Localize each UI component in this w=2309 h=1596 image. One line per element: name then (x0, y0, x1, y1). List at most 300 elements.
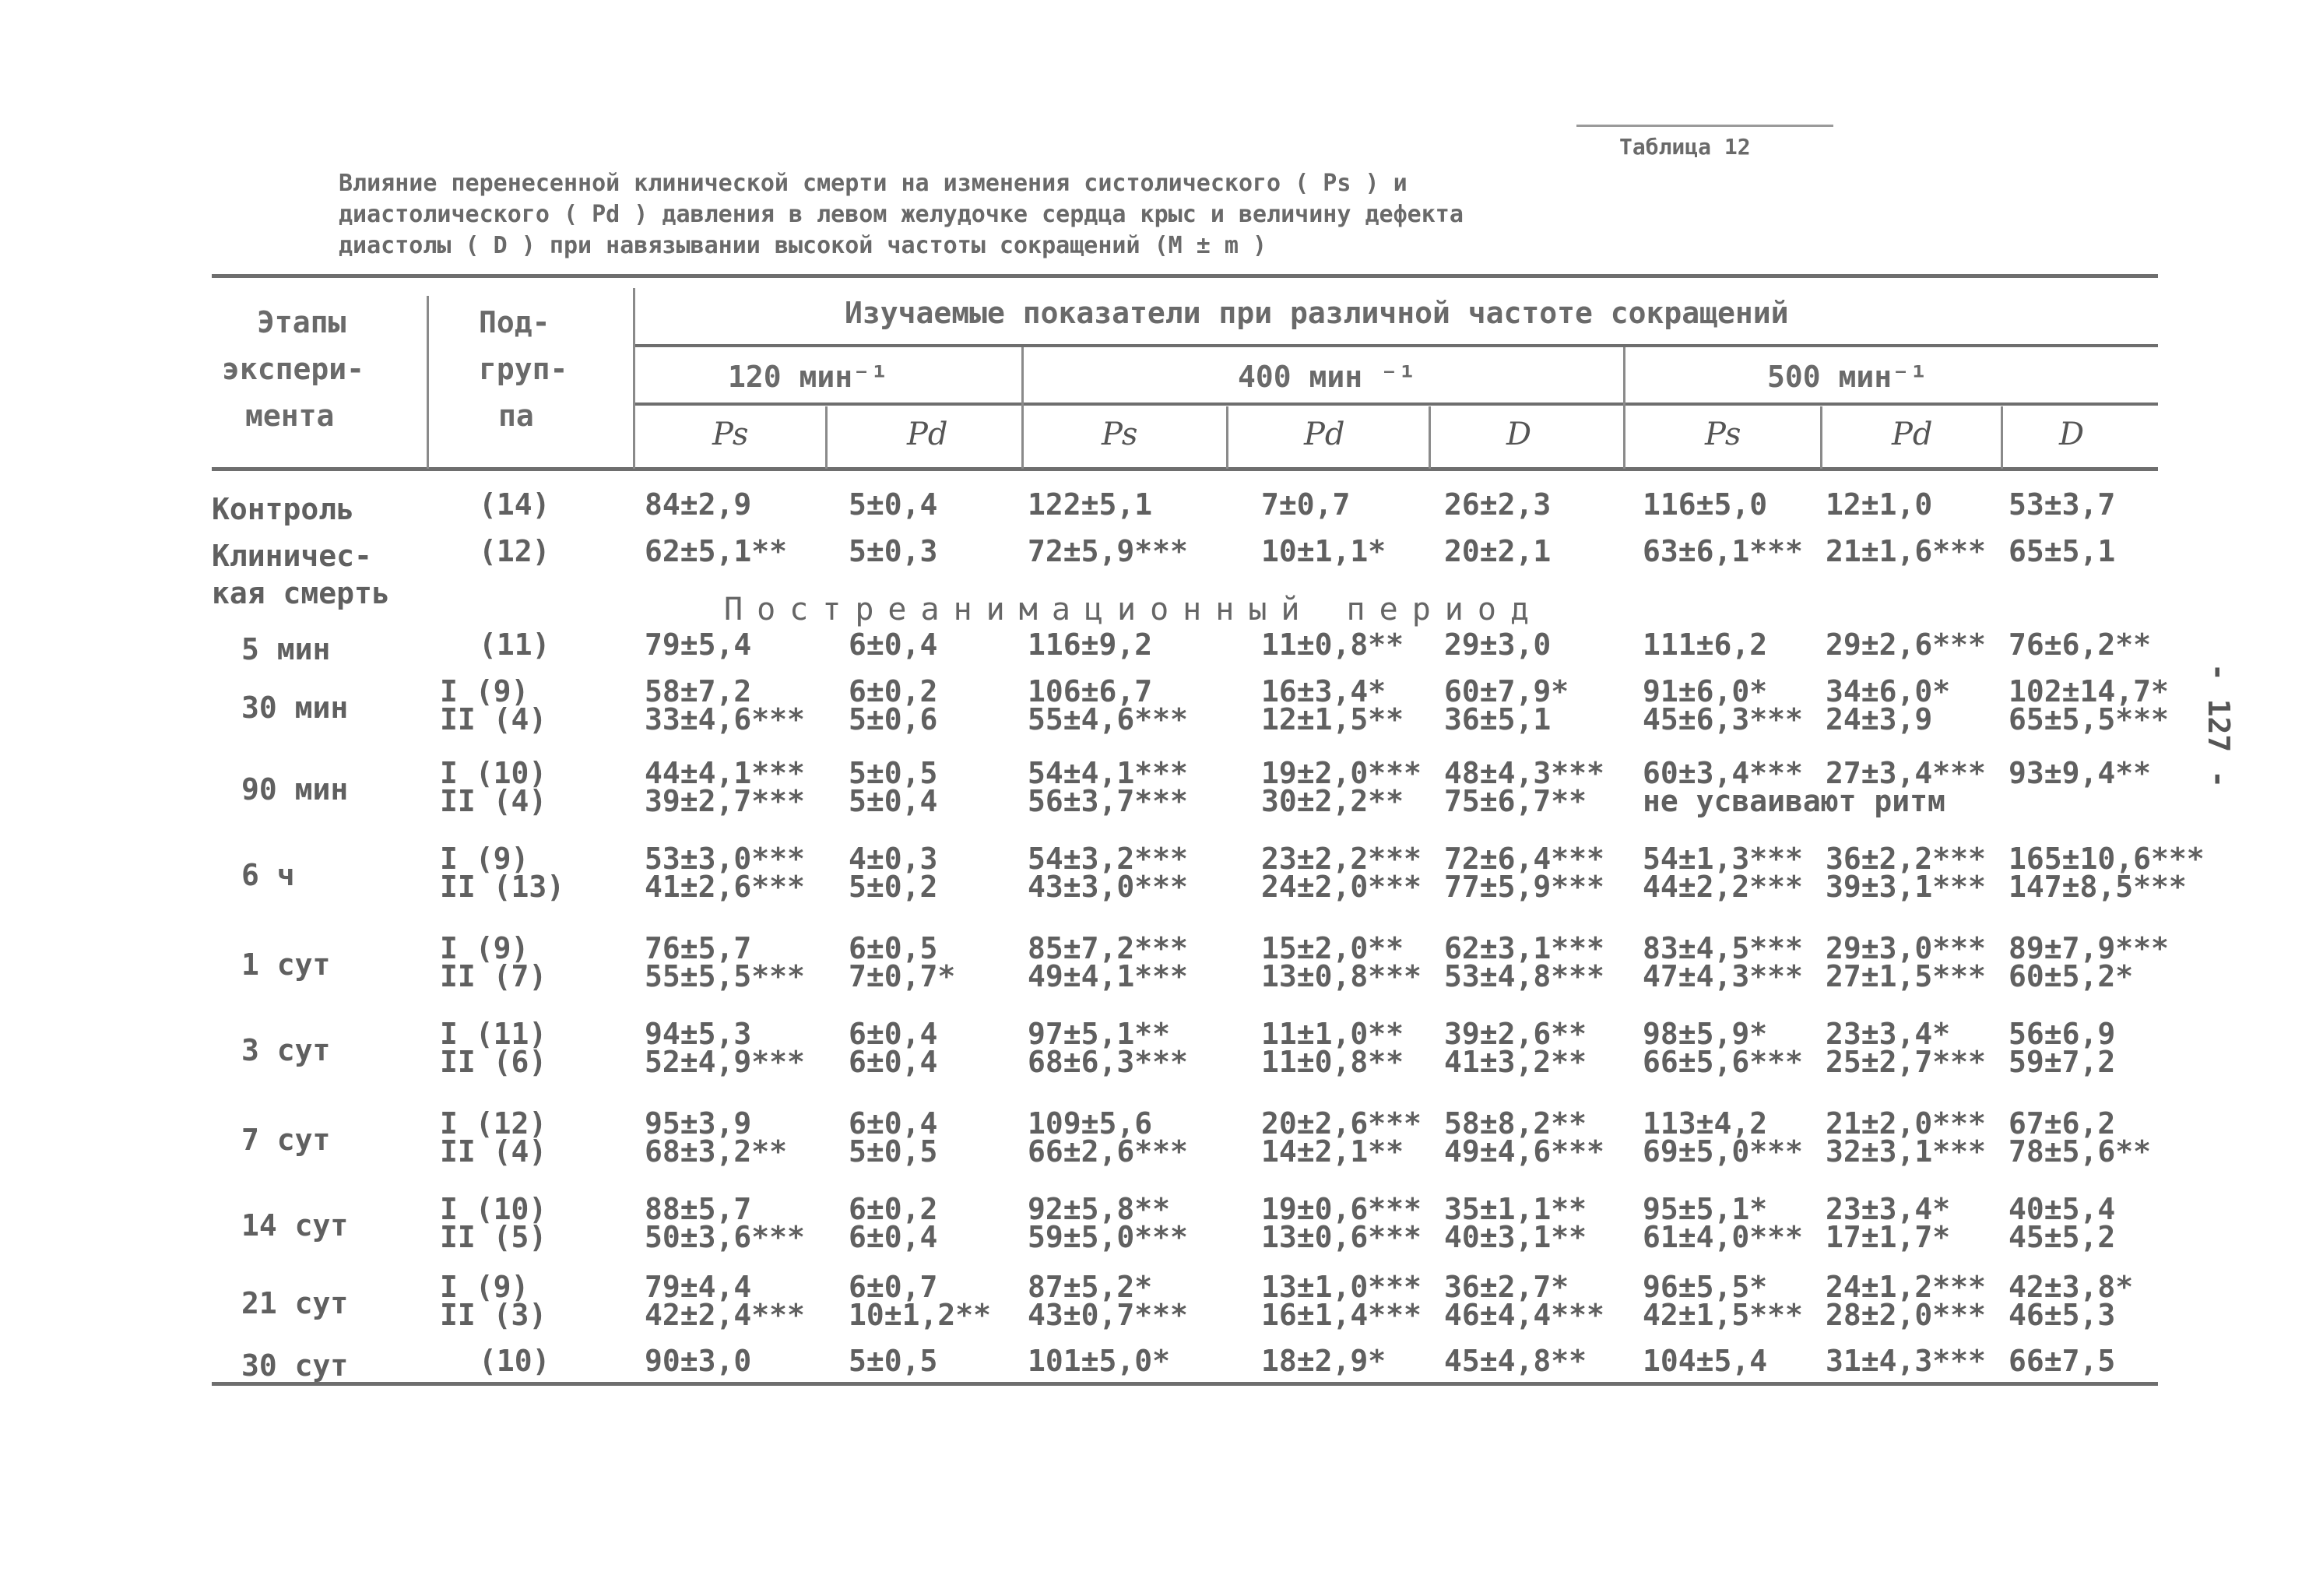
stage-label: 30 мин (241, 691, 349, 725)
value-text: 6±0,4 (849, 1017, 938, 1051)
value-cell (2009, 842, 2205, 904)
value-text: 93±9,4** (2009, 756, 2152, 790)
stage-label: Контроль (212, 492, 355, 526)
header-bottom-rule (212, 467, 2158, 471)
value-cell (849, 756, 938, 818)
value-text: 20±2,1 (1444, 534, 1552, 568)
value-cell (1028, 1344, 1171, 1378)
value-text: 83±4,5*** (1643, 931, 1803, 965)
value-text: 106±6,7 (1028, 674, 1153, 708)
value-cell (2009, 534, 2116, 568)
col-divider-500b (2001, 406, 2003, 469)
value-text: 102±14,7* (2009, 674, 2169, 708)
subgroup-value: I (9) (440, 931, 529, 965)
title-line-3: диастолы ( D ) при навязывании высокой частоты сокращений (M ± m ) (339, 232, 1267, 259)
subgroup-value: II (3) (440, 1298, 547, 1332)
value-text (1826, 787, 1986, 815)
value-text: 54±3,2*** (1028, 842, 1188, 876)
header-freq-500: 500 мин⁻¹ (1767, 360, 1928, 394)
value-text: 30±2,2** (1261, 784, 1404, 818)
value-cell (2009, 1106, 2152, 1169)
stage-label: 14 сут (241, 1208, 349, 1243)
header-freq-400: 400 мин ⁻¹ (1238, 360, 1416, 394)
value-text: 79±5,4 (645, 628, 752, 662)
value-text: 14±2,1** (1261, 1134, 1404, 1169)
value-text: 78±5,6** (2009, 1134, 2152, 1169)
header-pd-120: Pd (907, 417, 948, 452)
stage-label: 30 сут (241, 1348, 349, 1383)
value-text: 84±2,9 (645, 487, 752, 522)
value-text: 45±5,2 (2009, 1220, 2116, 1254)
value-text: 66±2,6*** (1028, 1134, 1188, 1169)
subgroup-value: II (6) (440, 1045, 547, 1079)
value-cell (1643, 674, 1803, 736)
value-text: 54±4,1*** (1028, 756, 1188, 790)
value-text: 6±0,4 (849, 1045, 938, 1079)
value-text: 29±3,0*** (1826, 931, 1986, 965)
value-text: 77±5,9*** (1444, 870, 1604, 904)
subgroup-value: I (12) (440, 1106, 547, 1141)
value-text: 32±3,1*** (1826, 1134, 1986, 1169)
value-text: 12±1,0 (1826, 487, 1933, 522)
value-cell (1028, 842, 1188, 904)
value-cell (849, 628, 938, 662)
value-text: 58±8,2** (1444, 1106, 1587, 1141)
value-text: 65±5,5*** (2009, 702, 2169, 736)
value-cell (1826, 487, 1933, 522)
subgroup-value: II (4) (440, 702, 547, 736)
table-title (339, 168, 1981, 262)
subgroup-value: II (5) (440, 1220, 547, 1254)
subgroup-label (440, 1017, 547, 1079)
value-text: 46±4,4*** (1444, 1298, 1604, 1332)
value-text: 53±3,0*** (645, 842, 805, 876)
value-text: 36±2,2*** (1826, 842, 1986, 876)
label-rule (1576, 125, 1833, 127)
value-text: 68±3,2** (645, 1134, 788, 1169)
value-text: 45±6,3*** (1643, 702, 1803, 736)
value-text: 15±2,0** (1261, 931, 1404, 965)
value-text: 95±5,1* (1643, 1192, 1768, 1226)
value-cell (1826, 534, 1986, 568)
value-cell (2009, 674, 2169, 736)
value-text: 27±1,5*** (1826, 959, 1986, 993)
value-cell (1028, 1270, 1188, 1332)
value-cell (1643, 1344, 1768, 1378)
col-divider-400a (1226, 406, 1228, 469)
value-text: 63±6,1*** (1643, 534, 1803, 568)
value-text: 21±1,6*** (1826, 534, 1986, 568)
value-text: 55±5,5*** (645, 959, 805, 993)
value-text: 116±5,0 (1643, 487, 1768, 522)
subgroup-value: II (13) (440, 870, 565, 904)
value-text: 11±0,8** (1261, 1045, 1404, 1079)
value-cell (1261, 534, 1386, 568)
value-cell (849, 674, 938, 736)
value-cell (1261, 674, 1404, 736)
value-cell (1444, 1017, 1587, 1079)
value-text: 42±1,5*** (1643, 1298, 1803, 1332)
value-text: 29±2,6*** (1826, 628, 1986, 662)
value-text: 40±5,4 (2009, 1192, 2116, 1226)
value-text: 36±2,7* (1444, 1270, 1569, 1304)
title-line-1: Влияние перенесенной клинической смерти на изменения систолического ( Ps ) и (339, 170, 1408, 197)
header-pd-500: Pd (1892, 417, 1933, 452)
value-text: 76±6,2** (2009, 628, 2152, 662)
value-text: 7±0,7 (1261, 487, 1351, 522)
subgroup-value: I (10) (440, 1192, 547, 1226)
value-cell (1444, 1270, 1604, 1332)
value-text: 33±4,6*** (645, 702, 805, 736)
value-text: 35±1,1** (1444, 1192, 1587, 1226)
value-cell (849, 1192, 938, 1254)
value-text: 41±2,6*** (645, 870, 805, 904)
value-text: 69±5,0*** (1643, 1134, 1803, 1169)
value-text: 56±3,7*** (1028, 784, 1188, 818)
stage-label: 5 мин (241, 632, 331, 666)
value-text: 59±5,0*** (1028, 1220, 1188, 1254)
value-text: 13±0,8*** (1261, 959, 1422, 993)
table-bottom-rule (212, 1382, 2158, 1386)
table-label: Таблица 12 (1619, 134, 1751, 160)
value-cell (1444, 842, 1604, 904)
value-text: 66±5,6*** (1643, 1045, 1803, 1079)
value-cell (2009, 1017, 2116, 1079)
value-cell (1261, 628, 1404, 662)
value-cell (1826, 931, 1986, 993)
subgroup-label (479, 534, 550, 568)
value-text: 96±5,5* (1643, 1270, 1768, 1304)
value-text: 19±0,6*** (1261, 1192, 1422, 1226)
subgroup-value: (14) (479, 487, 550, 522)
value-text: 5±0,5 (849, 1134, 938, 1169)
value-text: 6±0,5 (849, 931, 938, 965)
value-text: 97±5,1** (1028, 1017, 1171, 1051)
value-cell (1643, 534, 1803, 568)
value-text: 90±3,0 (645, 1344, 752, 1378)
value-cell (1643, 487, 1768, 522)
value-text: 16±3,4* (1261, 674, 1386, 708)
subgroup-value: (10) (479, 1344, 550, 1378)
value-text: 18±2,9* (1261, 1344, 1386, 1378)
value-text: 66±7,5 (2009, 1344, 2116, 1378)
value-text: 24±1,2*** (1826, 1270, 1986, 1304)
value-cell (1444, 756, 1604, 818)
value-cell (2009, 931, 2169, 993)
value-text: 6±0,4 (849, 1106, 938, 1141)
value-cell (1444, 628, 1552, 662)
value-text: 6±0,7 (849, 1270, 938, 1304)
value-text: 122±5,1 (1028, 487, 1153, 522)
value-text: 5±0,6 (849, 702, 938, 736)
value-text: 91±6,0* (1643, 674, 1768, 708)
value-text: 5±0,4 (849, 784, 938, 818)
subgroup-label (440, 756, 547, 818)
value-text: 47±4,3*** (1643, 959, 1803, 993)
subgroup-value: I (11) (440, 1017, 547, 1051)
value-text: 5±0,2 (849, 870, 938, 904)
header-sub-2: груп- (479, 352, 568, 386)
value-cell (645, 1106, 788, 1169)
value-cell (2009, 628, 2152, 662)
value-text: 12±1,5** (1261, 702, 1404, 736)
value-text: 147±8,5*** (2009, 870, 2187, 904)
value-text: 5±0,4 (849, 487, 938, 522)
value-text: 24±3,9 (1826, 702, 1933, 736)
value-text: 49±4,1*** (1028, 959, 1188, 993)
value-cell (645, 842, 805, 904)
value-cell (1444, 1192, 1587, 1254)
value-text: 165±10,6*** (2009, 842, 2205, 876)
value-text: 104±5,4 (1643, 1344, 1768, 1378)
value-cell (645, 1344, 752, 1378)
value-cell (1643, 1192, 1803, 1254)
value-text: 61±4,0*** (1643, 1220, 1803, 1254)
value-text: 76±5,7 (645, 931, 752, 965)
value-text: 27±3,4*** (1826, 756, 1986, 790)
value-text: 17±1,7* (1826, 1220, 1951, 1254)
value-cell (645, 756, 805, 818)
value-text: 5±0,5 (849, 1344, 938, 1378)
value-cell (1028, 628, 1153, 662)
value-text: 13±1,0*** (1261, 1270, 1422, 1304)
value-text: 87±5,2* (1028, 1270, 1153, 1304)
value-cell (1643, 628, 1768, 662)
subgroup-label (479, 487, 550, 522)
value-cell (2009, 487, 2116, 522)
header-rule-2 (634, 403, 2158, 406)
col-divider-400-500 (1623, 347, 1625, 469)
value-text: 88±5,7 (645, 1192, 752, 1226)
col-divider-120-400 (1021, 347, 1024, 469)
subgroup-value: I (9) (440, 842, 529, 876)
value-text: 24±2,0*** (1261, 870, 1422, 904)
value-text: 62±3,1*** (1444, 931, 1604, 965)
value-cell (1826, 1192, 1951, 1254)
subgroup-value: I (9) (440, 674, 529, 708)
table-top-rule (212, 274, 2158, 278)
value-text: 23±3,4* (1826, 1017, 1951, 1051)
col-divider-sub (633, 288, 635, 469)
value-cell (1028, 487, 1153, 522)
value-text: 43±0,7*** (1028, 1298, 1188, 1332)
value-text: 98±5,9* (1643, 1017, 1768, 1051)
value-cell (1444, 487, 1552, 522)
stage-label: 6 ч (241, 858, 295, 892)
value-text: 11±1,0** (1261, 1017, 1404, 1051)
value-cell (1261, 487, 1351, 522)
value-text: 28±2,0*** (1826, 1298, 1986, 1332)
stage-label: 3 сут (241, 1033, 331, 1067)
stage-label: 21 сут (241, 1286, 349, 1320)
subgroup-label (440, 1270, 547, 1332)
value-cell (849, 842, 938, 904)
title-line-2: диастолического ( Pd ) давления в левом желудочке сердца крыс и величину дефекта (339, 201, 1464, 228)
period-title: Постреанимационный период (724, 592, 1544, 628)
value-text: 46±5,3 (2009, 1298, 2116, 1332)
value-cell (1028, 756, 1188, 818)
subgroup-label (440, 1192, 547, 1254)
header-ps-500: Ps (1705, 417, 1741, 452)
value-cell (1028, 1192, 1188, 1254)
header-stage-2: экспери- (222, 352, 365, 386)
value-cell (645, 1192, 805, 1254)
value-text: 116±9,2 (1028, 628, 1153, 662)
value-cell (1826, 1270, 1986, 1332)
value-cell (645, 487, 752, 522)
value-cell (1444, 1106, 1604, 1169)
value-cell (645, 674, 805, 736)
value-text: 36±5,1 (1444, 702, 1552, 736)
value-text: 79±4,4 (645, 1270, 752, 1304)
value-text: 21±2,0*** (1826, 1106, 1986, 1141)
value-text: 44±2,2*** (1643, 870, 1803, 904)
subgroup-label (440, 1106, 547, 1169)
value-cell (1261, 1344, 1386, 1378)
value-text: 89±7,9*** (2009, 931, 2169, 965)
subgroup-label (440, 674, 547, 736)
header-freq-120: 120 мин⁻¹ (728, 360, 888, 394)
value-cell (1444, 1344, 1587, 1378)
header-ps-400: Ps (1102, 417, 1138, 452)
value-cell (1028, 931, 1188, 993)
value-text: 19±2,0*** (1261, 756, 1422, 790)
value-cell (2009, 1192, 2116, 1254)
value-text: 113±4,2 (1643, 1106, 1768, 1141)
value-cell (645, 931, 805, 993)
value-cell (1028, 1106, 1188, 1169)
value-cell (1444, 931, 1604, 993)
value-text: 42±3,8* (2009, 1270, 2134, 1304)
value-text: 6±0,4 (849, 628, 938, 662)
value-cell (645, 1270, 805, 1332)
stage-label: 90 мин (241, 772, 349, 807)
value-cell (1028, 534, 1188, 568)
value-text: 5±0,3 (849, 534, 938, 568)
value-text: 48±4,3*** (1444, 756, 1604, 790)
value-cell (1028, 1017, 1188, 1079)
value-text: 52±4,9*** (645, 1045, 805, 1079)
value-cell (1643, 1106, 1803, 1169)
value-cell (1643, 931, 1803, 993)
value-text: 60±7,9* (1444, 674, 1569, 708)
value-text: 5±0,5 (849, 756, 938, 790)
value-cell (849, 534, 938, 568)
value-cell (1028, 674, 1188, 736)
stage-label: 7 сут (241, 1123, 331, 1157)
value-text: 34±6,0* (1826, 674, 1951, 708)
value-text: 45±4,8** (1444, 1344, 1587, 1378)
subgroup-label (440, 931, 547, 993)
value-cell (2009, 1270, 2134, 1332)
value-cell (645, 628, 752, 662)
col-divider-120 (825, 406, 828, 469)
value-cell (1643, 1270, 1803, 1332)
subgroup-label (440, 842, 565, 904)
subgroup-value: II (7) (440, 959, 547, 993)
value-text: 29±3,0 (1444, 628, 1552, 662)
value-text: 58±7,2 (645, 674, 752, 708)
value-text: 16±1,4*** (1261, 1298, 1422, 1332)
value-cell (645, 534, 788, 568)
value-cell (1826, 756, 1986, 815)
subgroup-value: I (9) (440, 1270, 529, 1304)
value-text: 56±6,9 (2009, 1017, 2116, 1051)
header-d-400: D (1506, 417, 1532, 452)
value-text: 54±1,3*** (1643, 842, 1803, 876)
value-cell (2009, 756, 2152, 815)
value-cell (1444, 674, 1569, 736)
value-text: 13±0,6*** (1261, 1220, 1422, 1254)
value-text: 25±2,7*** (1826, 1045, 1986, 1079)
subgroup-value: II (4) (440, 1134, 547, 1169)
value-text: не усваивают ритм (1643, 784, 1945, 818)
value-text: 41±3,2** (1444, 1045, 1587, 1079)
value-text: 53±3,7 (2009, 487, 2116, 522)
value-text: 62±5,1** (645, 534, 788, 568)
value-text: 39±2,6** (1444, 1017, 1587, 1051)
value-text: 109±5,6 (1028, 1106, 1153, 1141)
value-cell (1261, 1270, 1422, 1332)
value-cell (1826, 842, 1986, 904)
header-sub-3: па (498, 399, 534, 433)
value-cell (1826, 1344, 1986, 1378)
value-text: 101±5,0* (1028, 1344, 1171, 1378)
value-cell (849, 1106, 938, 1169)
header-ps-120: Ps (712, 417, 749, 452)
value-cell (1826, 1106, 1986, 1169)
value-text: 92±5,8** (1028, 1192, 1171, 1226)
col-divider-stage (427, 296, 429, 469)
value-text: 53±4,8*** (1444, 959, 1604, 993)
header-rule-1 (634, 344, 2158, 347)
subgroup-value: II (4) (440, 784, 547, 818)
value-cell (1826, 674, 1951, 736)
value-text: 10±1,1* (1261, 534, 1386, 568)
value-cell (849, 1270, 992, 1332)
value-text: 68±6,3*** (1028, 1045, 1188, 1079)
stage-label: Клиничес- кая смерть (212, 539, 390, 610)
stage-label: 1 сут (241, 947, 331, 982)
header-sub-1: Под- (479, 305, 550, 339)
value-text: 6±0,2 (849, 674, 938, 708)
value-text: 94±5,3 (645, 1017, 752, 1051)
value-text: 10±1,2** (849, 1298, 992, 1332)
value-text: 26±2,3 (1444, 487, 1552, 522)
subgroup-value: I (10) (440, 756, 547, 790)
subgroup-label (479, 1344, 550, 1378)
value-text: 75±6,7** (1444, 784, 1587, 818)
value-cell (849, 1017, 938, 1079)
header-pd-400: Pd (1304, 417, 1345, 452)
value-cell (1261, 1192, 1422, 1254)
value-text: 44±4,1*** (645, 756, 805, 790)
col-divider-400b (1429, 406, 1431, 469)
value-text: 65±5,1 (2009, 534, 2116, 568)
value-text: 42±2,4*** (645, 1298, 805, 1332)
value-cell (849, 487, 938, 522)
value-text: 4±0,3 (849, 842, 938, 876)
header-stage-1: Этапы (257, 305, 346, 339)
value-text: 67±6,2 (2009, 1106, 2116, 1141)
value-text: 60±5,2* (2009, 959, 2134, 993)
value-cell (1261, 931, 1422, 993)
col-divider-500a (1820, 406, 1822, 469)
subgroup-value: (11) (479, 628, 550, 662)
value-text: 40±3,1** (1444, 1220, 1587, 1254)
value-cell (1643, 842, 1803, 904)
value-cell (1261, 756, 1422, 818)
